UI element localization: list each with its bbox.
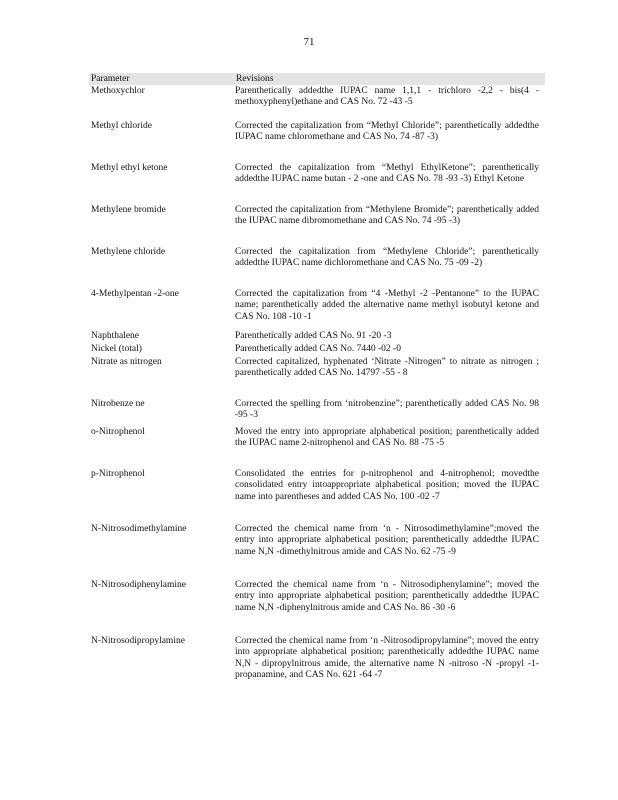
revision-cell: Corrected capitalized, hyphenated ‘Nitrate -Nitrogen” to nitrate as nitrogen ; parenthetically added CAS No. 14797 -55 - 8 — [235, 357, 539, 379]
table-row — [89, 163, 545, 205]
revisions-column-header: Revisions — [236, 74, 274, 84]
revision-cell: Moved the entry into appropriate alphabetical position; parenthetically added the IUPAC name 2-nitrophenol and CAS No. 88 -75 -5 — [235, 427, 539, 449]
table-row — [89, 399, 545, 427]
parameter-cell: Naphthalene — [91, 331, 140, 341]
revision-cell: Corrected the chemical name from ‘n - Nitrosodimethylamine”;moved the entry into appropriate alphabetical position; parenthetically addedthe IUPAC name N,N -dimethylnitrous amide and CAS No. 62 -75 -9 — [235, 524, 539, 557]
table-row — [89, 331, 545, 344]
parameter-cell: N-Nitrosodiphenylamine — [91, 580, 186, 590]
parameter-cell: Nitrate as nitrogen — [91, 357, 162, 367]
table-row — [89, 580, 545, 636]
revision-cell: Corrected the capitalization from “Methyl Chloride”; parenthetically addedthe IUPAC name chloromethane and CAS No. 74 -87 -3) — [235, 121, 539, 143]
parameter-cell: Nitrobenze ne — [91, 399, 145, 409]
parameter-cell: N-Nitrosodimethylamine — [91, 524, 187, 534]
parameter-cell: Methyl chloride — [91, 121, 152, 131]
revision-cell: Consolidated the entries for p-nitrophenol and 4-nitrophenol; movedthe consolidated entry intoappropriate alphabetical position; moved the IUPAC name into parentheses and added CAS No. 100 -02 -7 — [235, 469, 539, 502]
parameter-cell: Methylene bromide — [91, 205, 166, 215]
revision-cell: Parenthetically addedthe IUPAC name 1,1,1 - trichloro -2,2 - bis(4 -methoxyphenyl)ethane and CAS No. 72 -43 -5 — [235, 86, 539, 108]
table-row — [89, 86, 545, 121]
table-row — [89, 469, 545, 524]
table-row — [89, 205, 545, 247]
parameter-cell: Methoxychlor — [91, 86, 145, 96]
parameter-column-header: Parameter — [91, 74, 130, 84]
revision-cell: Corrected the spelling from ‘nitrobenzine”; parenthetically added CAS No. 98 -95 -3 — [235, 399, 539, 421]
parameter-cell: o-Nitrophenol — [91, 427, 145, 437]
revision-cell: Corrected the chemical name from ‘n -Nitrosodipropylamine”; moved the entry into appropriate alphabetical position; parenthetically addedthe IUPAC name N,N - dipropylnitrous amide, the alternative name N -nitroso -N -propyl -1- propanamine, and CAS No. 621 -64 -7 — [235, 636, 539, 680]
revision-cell: Corrected the capitalization from “Methyl EthylKetone”; parenthetically addedthe IUPAC name butan - 2 -one and CAS No. 78 -93 -3) Ethyl Ketone — [235, 163, 539, 185]
revision-cell: Parenthetically added CAS No. 91 -20 -3 — [235, 331, 392, 341]
page-number: 71 — [303, 36, 315, 48]
parameter-cell: Nickel (total) — [91, 344, 142, 354]
revision-cell: Corrected the capitalization from “Methylene Chloride”; parenthetically addedthe IUPAC name dichloromethane and CAS No. 75 -09 -2) — [235, 247, 539, 269]
table-row — [89, 524, 545, 580]
parameter-cell: Methylene chloride — [91, 247, 166, 257]
table-row — [89, 344, 545, 357]
table-row — [89, 247, 545, 289]
revision-cell: Corrected the capitalization from “Methylene Bromide”; parenthetically added the IUPAC name dibromomethane and CAS No. 74 -95 -3) — [235, 205, 539, 227]
table-row — [89, 121, 545, 163]
table-row — [89, 636, 545, 706]
table-header — [89, 73, 545, 85]
parameter-cell: 4-Methylpentan -2-one — [91, 289, 179, 299]
parameter-cell: Methyl ethyl ketone — [91, 163, 168, 173]
revisions-table — [89, 86, 545, 706]
parameter-cell: N-Nitrosodipropylamine — [91, 636, 185, 646]
table-row — [89, 427, 545, 469]
revision-cell: Parenthetically added CAS No. 7440 -02 -0 — [235, 344, 401, 354]
revision-cell: Corrected the capitalization from “4 -Methyl -2 -Pentanone” to the IUPAC name; parenthetically added the alternative name methyl isobutyl ketone and CAS No. 108 -10 -1 — [235, 289, 539, 322]
table-row — [89, 357, 545, 399]
parameter-cell: p-Nitrophenol — [91, 469, 145, 479]
revision-cell: Corrected the chemical name from ‘n - Nitrosodiphenylamine”; moved the entry into appropriate alphabetical position; parenthetically addedthe IUPAC name N,N -diphenylnitrous amide and CAS No. 86 -30 -6 — [235, 580, 539, 613]
table-row — [89, 289, 545, 331]
